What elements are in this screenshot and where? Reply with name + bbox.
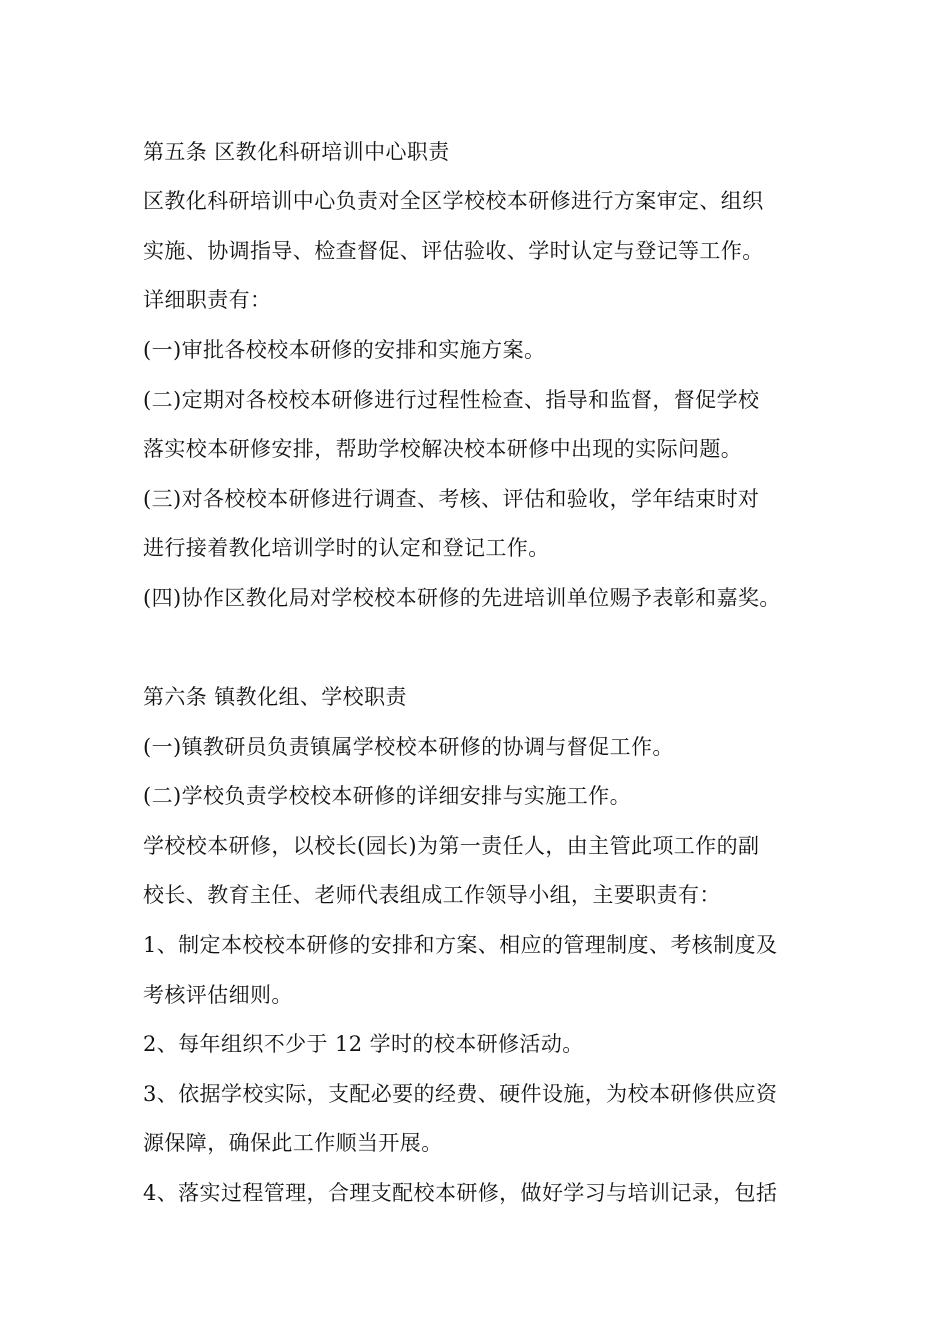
section6-duty-1: 1、制定本校校本研修的安排和方案、相应的管理制度、考核制度及 xyxy=(143,933,778,957)
section6-duty-4: 4、落实过程管理，合理支配校本研修，做好学习与培训记录，包括 xyxy=(143,1181,778,1205)
section5-item-1: (一)审批各校校本研修的安排和实施方案。 xyxy=(143,338,546,362)
section5-item-3-cont: 进行接着教化培训学时的认定和登记工作。 xyxy=(143,536,550,560)
section6-duty-3: 3、依据学校实际，支配必要的经费、硬件设施，为校本研修供应资 xyxy=(143,1082,778,1106)
section5-item-4: (四)协作区教化局对学校校本研修的先进培训单位赐予表彰和嘉奖。 xyxy=(143,586,781,610)
section5-item-2: (二)定期对各校校本研修进行过程性检查、指导和监督，督促学校 xyxy=(143,388,760,412)
section6-duty-1-cont: 考核评估细则。 xyxy=(143,983,293,1007)
section5-line-3: 详细职责有： xyxy=(143,288,272,312)
section6-heading: 第六条 镇教化组、学校职责 xyxy=(143,685,407,709)
section5-line-1: 区教化科研培训中心负责对全区学校校本研修进行方案审定、组织 xyxy=(143,189,764,213)
section6-item-1: (一)镇教研员负责镇属学校校本研修的协调与督促工作。 xyxy=(143,735,674,759)
section6-item-2: (二)学校负责学校校本研修的详细安排与实施工作。 xyxy=(143,784,631,808)
section5-heading: 第五条 区教化科研培训中心职责 xyxy=(143,140,450,164)
section6-duty-2: 2、每年组织不少于 12 学时的校本研修活动。 xyxy=(143,1032,584,1056)
section6-paragraph-1: 学校校本研修，以校长(园长)为第一责任人，由主管此项工作的副 xyxy=(143,834,760,858)
section5-line-2: 实施、协调指导、检查督促、评估验收、学时认定与登记等工作。 xyxy=(143,239,764,263)
section5-item-2-cont: 落实校本研修安排，帮助学校解决校本研修中出现的实际问题。 xyxy=(143,437,743,461)
section5-item-3: (三)对各校校本研修进行调查、考核、评估和验收，学年结束时对 xyxy=(143,487,760,511)
section6-duty-3-cont: 源保障，确保此工作顺当开展。 xyxy=(143,1131,443,1155)
section6-paragraph-1-cont: 校长、教育主任、老师代表组成工作领导小组，主要职责有： xyxy=(143,883,721,907)
